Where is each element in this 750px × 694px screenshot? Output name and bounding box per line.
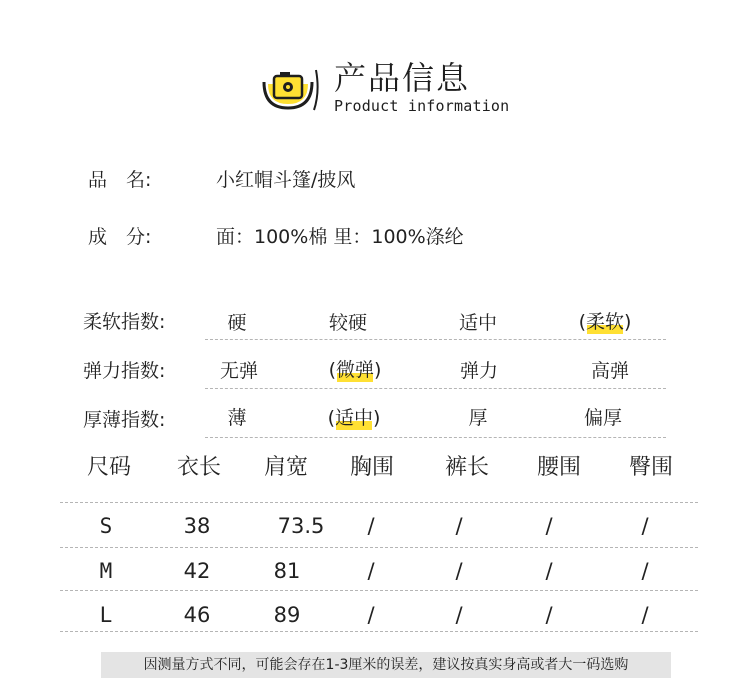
table-cell: 46 bbox=[183, 603, 211, 627]
table-cell: M bbox=[99, 559, 113, 583]
softness-option: 硬 bbox=[227, 312, 247, 334]
table-cell: / bbox=[545, 603, 553, 627]
table-divider bbox=[60, 590, 698, 591]
measurement-note: 因测量方式不同，可能会存在1-3厘米的误差，建议按真实身高或者大一码选购 bbox=[101, 652, 671, 678]
table-cell: / bbox=[641, 514, 649, 538]
section-title: 产品信息 bbox=[334, 59, 471, 97]
camera-icon bbox=[258, 64, 320, 118]
material-label: 成 分: bbox=[88, 226, 152, 248]
table-cell: / bbox=[455, 514, 463, 538]
table-header: 臀围 bbox=[628, 455, 673, 480]
elasticity-option: 弹力 bbox=[459, 360, 498, 382]
thickness-option: 厚 bbox=[468, 407, 488, 429]
table-cell: / bbox=[545, 559, 553, 583]
thickness-option: 薄 bbox=[227, 407, 247, 429]
material-value: 面：100%棉 里：100%涤纶 bbox=[216, 226, 464, 248]
divider bbox=[205, 388, 666, 389]
thickness-option-selected: (适中) bbox=[327, 407, 381, 429]
table-cell: / bbox=[455, 559, 463, 583]
divider bbox=[205, 339, 666, 340]
elasticity-option: 高弹 bbox=[590, 360, 629, 382]
section-subtitle: Product information bbox=[334, 97, 510, 115]
table-cell: L bbox=[99, 603, 113, 627]
name-value: 小红帽斗篷/披风 bbox=[216, 169, 356, 191]
table-header: 裤长 bbox=[444, 455, 489, 480]
table-cell: / bbox=[641, 603, 649, 627]
elasticity-label: 弹力指数: bbox=[83, 360, 166, 382]
table-cell: / bbox=[367, 559, 375, 583]
table-header: 胸围 bbox=[349, 455, 394, 480]
softness-option: 适中 bbox=[458, 312, 497, 334]
table-cell: / bbox=[367, 514, 375, 538]
softness-option: 较硬 bbox=[328, 312, 367, 334]
table-header: 尺码 bbox=[86, 455, 131, 480]
table-divider bbox=[60, 502, 698, 503]
table-cell: 42 bbox=[183, 559, 211, 583]
elasticity-option-selected: (微弹) bbox=[328, 359, 382, 381]
table-cell: / bbox=[545, 514, 553, 538]
elasticity-option: 无弹 bbox=[219, 360, 258, 382]
table-cell: S bbox=[99, 514, 113, 538]
table-divider bbox=[60, 547, 698, 548]
divider bbox=[205, 437, 666, 438]
table-cell: 81 bbox=[273, 559, 301, 583]
table-cell: / bbox=[367, 603, 375, 627]
table-header: 肩宽 bbox=[263, 455, 308, 480]
table-cell: / bbox=[641, 559, 649, 583]
name-label: 品 名: bbox=[88, 169, 152, 191]
table-header: 衣长 bbox=[176, 455, 221, 480]
table-cell: 89 bbox=[273, 603, 301, 627]
table-cell: 73.5 bbox=[277, 514, 325, 538]
thickness-label: 厚薄指数: bbox=[83, 409, 166, 431]
table-cell: / bbox=[455, 603, 463, 627]
table-cell: 38 bbox=[183, 514, 211, 538]
softness-option-selected: (柔软) bbox=[578, 311, 632, 333]
softness-label: 柔软指数: bbox=[83, 311, 166, 333]
table-divider bbox=[60, 631, 698, 632]
table-header: 腰围 bbox=[536, 455, 581, 480]
thickness-option: 偏厚 bbox=[583, 407, 622, 429]
